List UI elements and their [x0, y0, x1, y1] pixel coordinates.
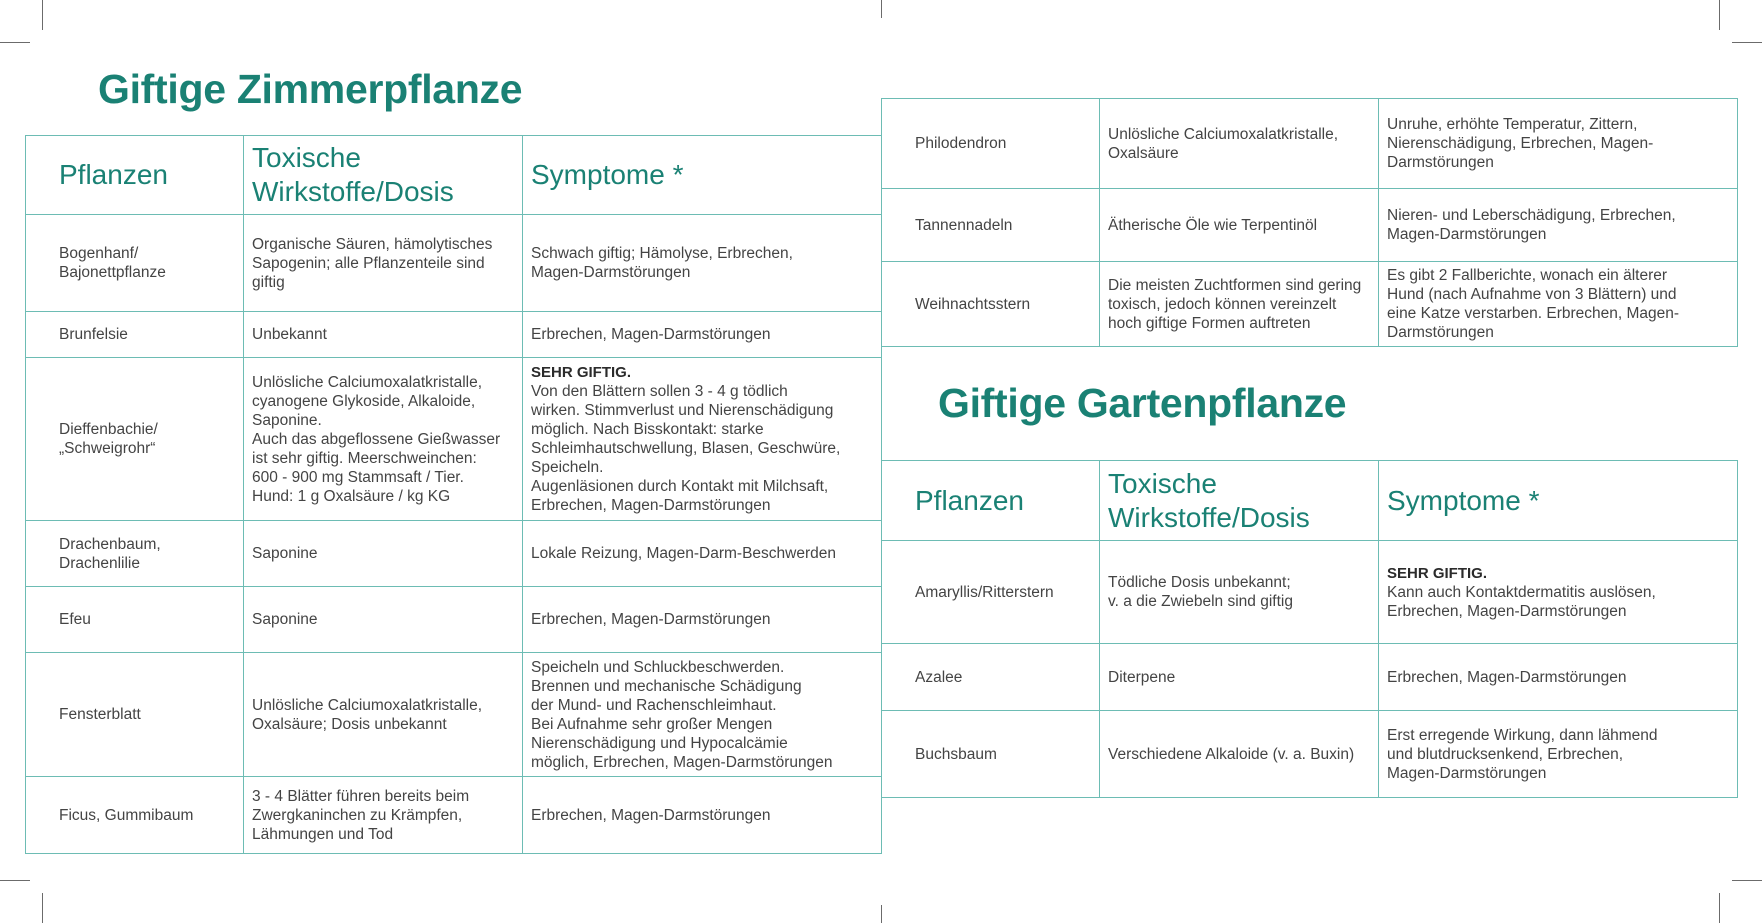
plant-name: Weihnachtsstern [882, 262, 1100, 347]
table-row [882, 711, 1738, 798]
table-row [882, 644, 1738, 711]
plant-name: Tannennadeln [882, 189, 1100, 262]
table-row [882, 262, 1738, 347]
symptom-cell [1379, 644, 1738, 711]
plant-name: Azalee [882, 644, 1100, 711]
plant-name: Ficus, Gummibaum [26, 777, 244, 854]
header-toxins: Toxische Wirkstoffe/Dosis [1100, 461, 1379, 541]
crop-mark [881, 905, 882, 923]
symptom-cell [523, 777, 882, 854]
toxin-cell: Die meisten Zuchtformen sind gering toxisch, jedoch können vereinzelt hoch giftige Formen auftreten [1100, 262, 1379, 347]
toxin-cell: 3 - 4 Blätter führen bereits beim Zwergkaninchen zu Krämpfen, Lähmungen und Tod [244, 777, 523, 854]
table-header-row [26, 136, 882, 215]
symptom-text: Schwach giftig; Hämolyse, Erbrechen, Magen-Darmstörungen [531, 245, 793, 281]
toxin-cell: Tödliche Dosis unbekannt; v. a die Zwiebeln sind giftig [1100, 541, 1379, 644]
symptom-text: Erbrechen, Magen-Darmstörungen [531, 611, 771, 628]
table-row [26, 777, 882, 854]
header-plants: Pflanzen [882, 461, 1100, 541]
table-row [26, 358, 882, 521]
plant-name: Drachenbaum, Drachenlilie [26, 521, 244, 587]
toxin-cell: Unlösliche Calciumoxalatkristalle, Oxalsäure; Dosis unbekannt [244, 653, 523, 777]
crop-mark [42, 893, 43, 923]
symptom-cell [523, 215, 882, 312]
symptom-text: Erbrechen, Magen-Darmstörungen [1387, 668, 1627, 686]
plant-name: Bogenhanf/ Bajonettpflanze [26, 215, 244, 312]
symptom-text: Lokale Reizung, Magen-Darm-Beschwerden [531, 545, 836, 562]
garten-title: Giftige Gartenpflanze [938, 380, 1347, 426]
table-row [26, 587, 882, 653]
zimmer-table [25, 135, 882, 854]
symptom-cell [523, 653, 882, 777]
symptom-text: Unruhe, erhöhte Temperatur, Zittern, Nierenschädigung, Erbrechen, Magen- Darmstörungen [1387, 116, 1654, 171]
garten-table [881, 460, 1738, 798]
table-row [26, 653, 882, 777]
table-row [26, 312, 882, 358]
table-row [882, 189, 1738, 262]
toxin-cell: Diterpene [1100, 644, 1379, 711]
plant-name: Dieffenbachie/ „Schweigrohr“ [26, 358, 244, 521]
toxin-cell: Unlösliche Calciumoxalatkristalle, Oxalsäure [1100, 99, 1379, 189]
toxin-cell: Unlösliche Calciumoxalatkristalle, cyanogene Glykoside, Alkaloide, Saponine. Auch das abgeflossene Gießwasser ist sehr giftig. Meerschweinchen: 600 - 900 mg Stammsaft / Tier. Hund: 1 g Oxalsäure / kg KG [244, 358, 523, 521]
symptom-text: Nieren- und Leberschädigung, Erbrechen, Magen-Darmstörungen [1387, 207, 1676, 243]
crop-mark [881, 0, 882, 18]
symptom-text: Kann auch Kontaktdermatitis auslösen, Erbrechen, Magen-Darmstörungen [1387, 583, 1656, 620]
header-plants: Pflanzen [26, 136, 244, 215]
table-row [882, 541, 1738, 644]
symptom-cell [523, 521, 882, 587]
symptom-text: Erst erregende Wirkung, dann lähmend und blutdrucksenkend, Erbrechen, Magen-Darmstörungen [1387, 726, 1658, 782]
symptom-cell [1379, 541, 1738, 644]
zimmer-title: Giftige Zimmerpflanze [98, 66, 523, 112]
crop-mark [1732, 880, 1762, 881]
symptom-text: Von den Blättern sollen 3 - 4 g tödlich wirken. Stimmverlust und Nierenschädigung möglich. Nach Bisskontakt: starke Schleimhautschwellung, Blasen, Geschwüre, Speicheln. Augenläsionen durch Kontakt mit Milchsaft, Erbrechen, Magen-Darmstörungen [531, 383, 841, 514]
symptom-cell [523, 587, 882, 653]
warning-label: SEHR GIFTIG. [531, 364, 632, 381]
symptom-text: Erbrechen, Magen-Darmstörungen [531, 806, 771, 824]
zimmer-table-continued [881, 98, 1738, 347]
symptom-cell [523, 312, 882, 358]
header-symptoms: Symptome * [1379, 461, 1738, 541]
toxin-cell: Saponine [244, 521, 523, 587]
toxin-cell: Unbekannt [244, 312, 523, 358]
crop-mark [42, 0, 43, 30]
header-symptoms: Symptome * [523, 136, 882, 215]
symptom-text: Speicheln und Schluckbeschwerden. Brennen und mechanische Schädigung der Mund- und Rachenschleimhaut. Bei Aufnahme sehr großer Mengen Nierenschädigung und Hypocalcämie möglich, Erbrechen, Magen-Darmstörungen [531, 658, 833, 771]
toxin-cell: Saponine [244, 587, 523, 653]
toxin-cell: Organische Säuren, hämolytisches Sapogenin; alle Pflanzenteile sind giftig [244, 215, 523, 312]
symptom-text: Erbrechen, Magen-Darmstörungen [531, 326, 771, 343]
plant-name: Amaryllis/Ritterstern [882, 541, 1100, 644]
crop-mark [0, 880, 30, 881]
table-row [882, 99, 1738, 189]
table-row [26, 521, 882, 587]
symptom-text: Es gibt 2 Fallberichte, wonach ein älterer Hund (nach Aufnahme von 3 Blättern) und eine Katze verstarben. Erbrechen, Magen- Darmstörungen [1387, 267, 1680, 341]
plant-name: Philodendron [882, 99, 1100, 189]
symptom-cell [1379, 711, 1738, 798]
header-toxins: Toxische Wirkstoffe/Dosis [244, 136, 523, 215]
table-header-row [882, 461, 1738, 541]
plant-name: Fensterblatt [26, 653, 244, 777]
crop-mark [1719, 0, 1720, 30]
plant-name: Buchsbaum [882, 711, 1100, 798]
symptom-cell [1379, 189, 1738, 262]
crop-mark [1719, 893, 1720, 923]
symptom-cell [1379, 262, 1738, 347]
toxin-cell: Ätherische Öle wie Terpentinöl [1100, 189, 1379, 262]
toxin-cell: Verschiedene Alkaloide (v. a. Buxin) [1100, 711, 1379, 798]
warning-label: SEHR GIFTIG. [1387, 564, 1488, 582]
plant-name: Brunfelsie [26, 312, 244, 358]
crop-mark [0, 42, 30, 43]
symptom-cell [1379, 99, 1738, 189]
crop-mark [1732, 42, 1762, 43]
plant-name: Efeu [26, 587, 244, 653]
table-row [26, 215, 882, 312]
symptom-cell [523, 358, 882, 521]
